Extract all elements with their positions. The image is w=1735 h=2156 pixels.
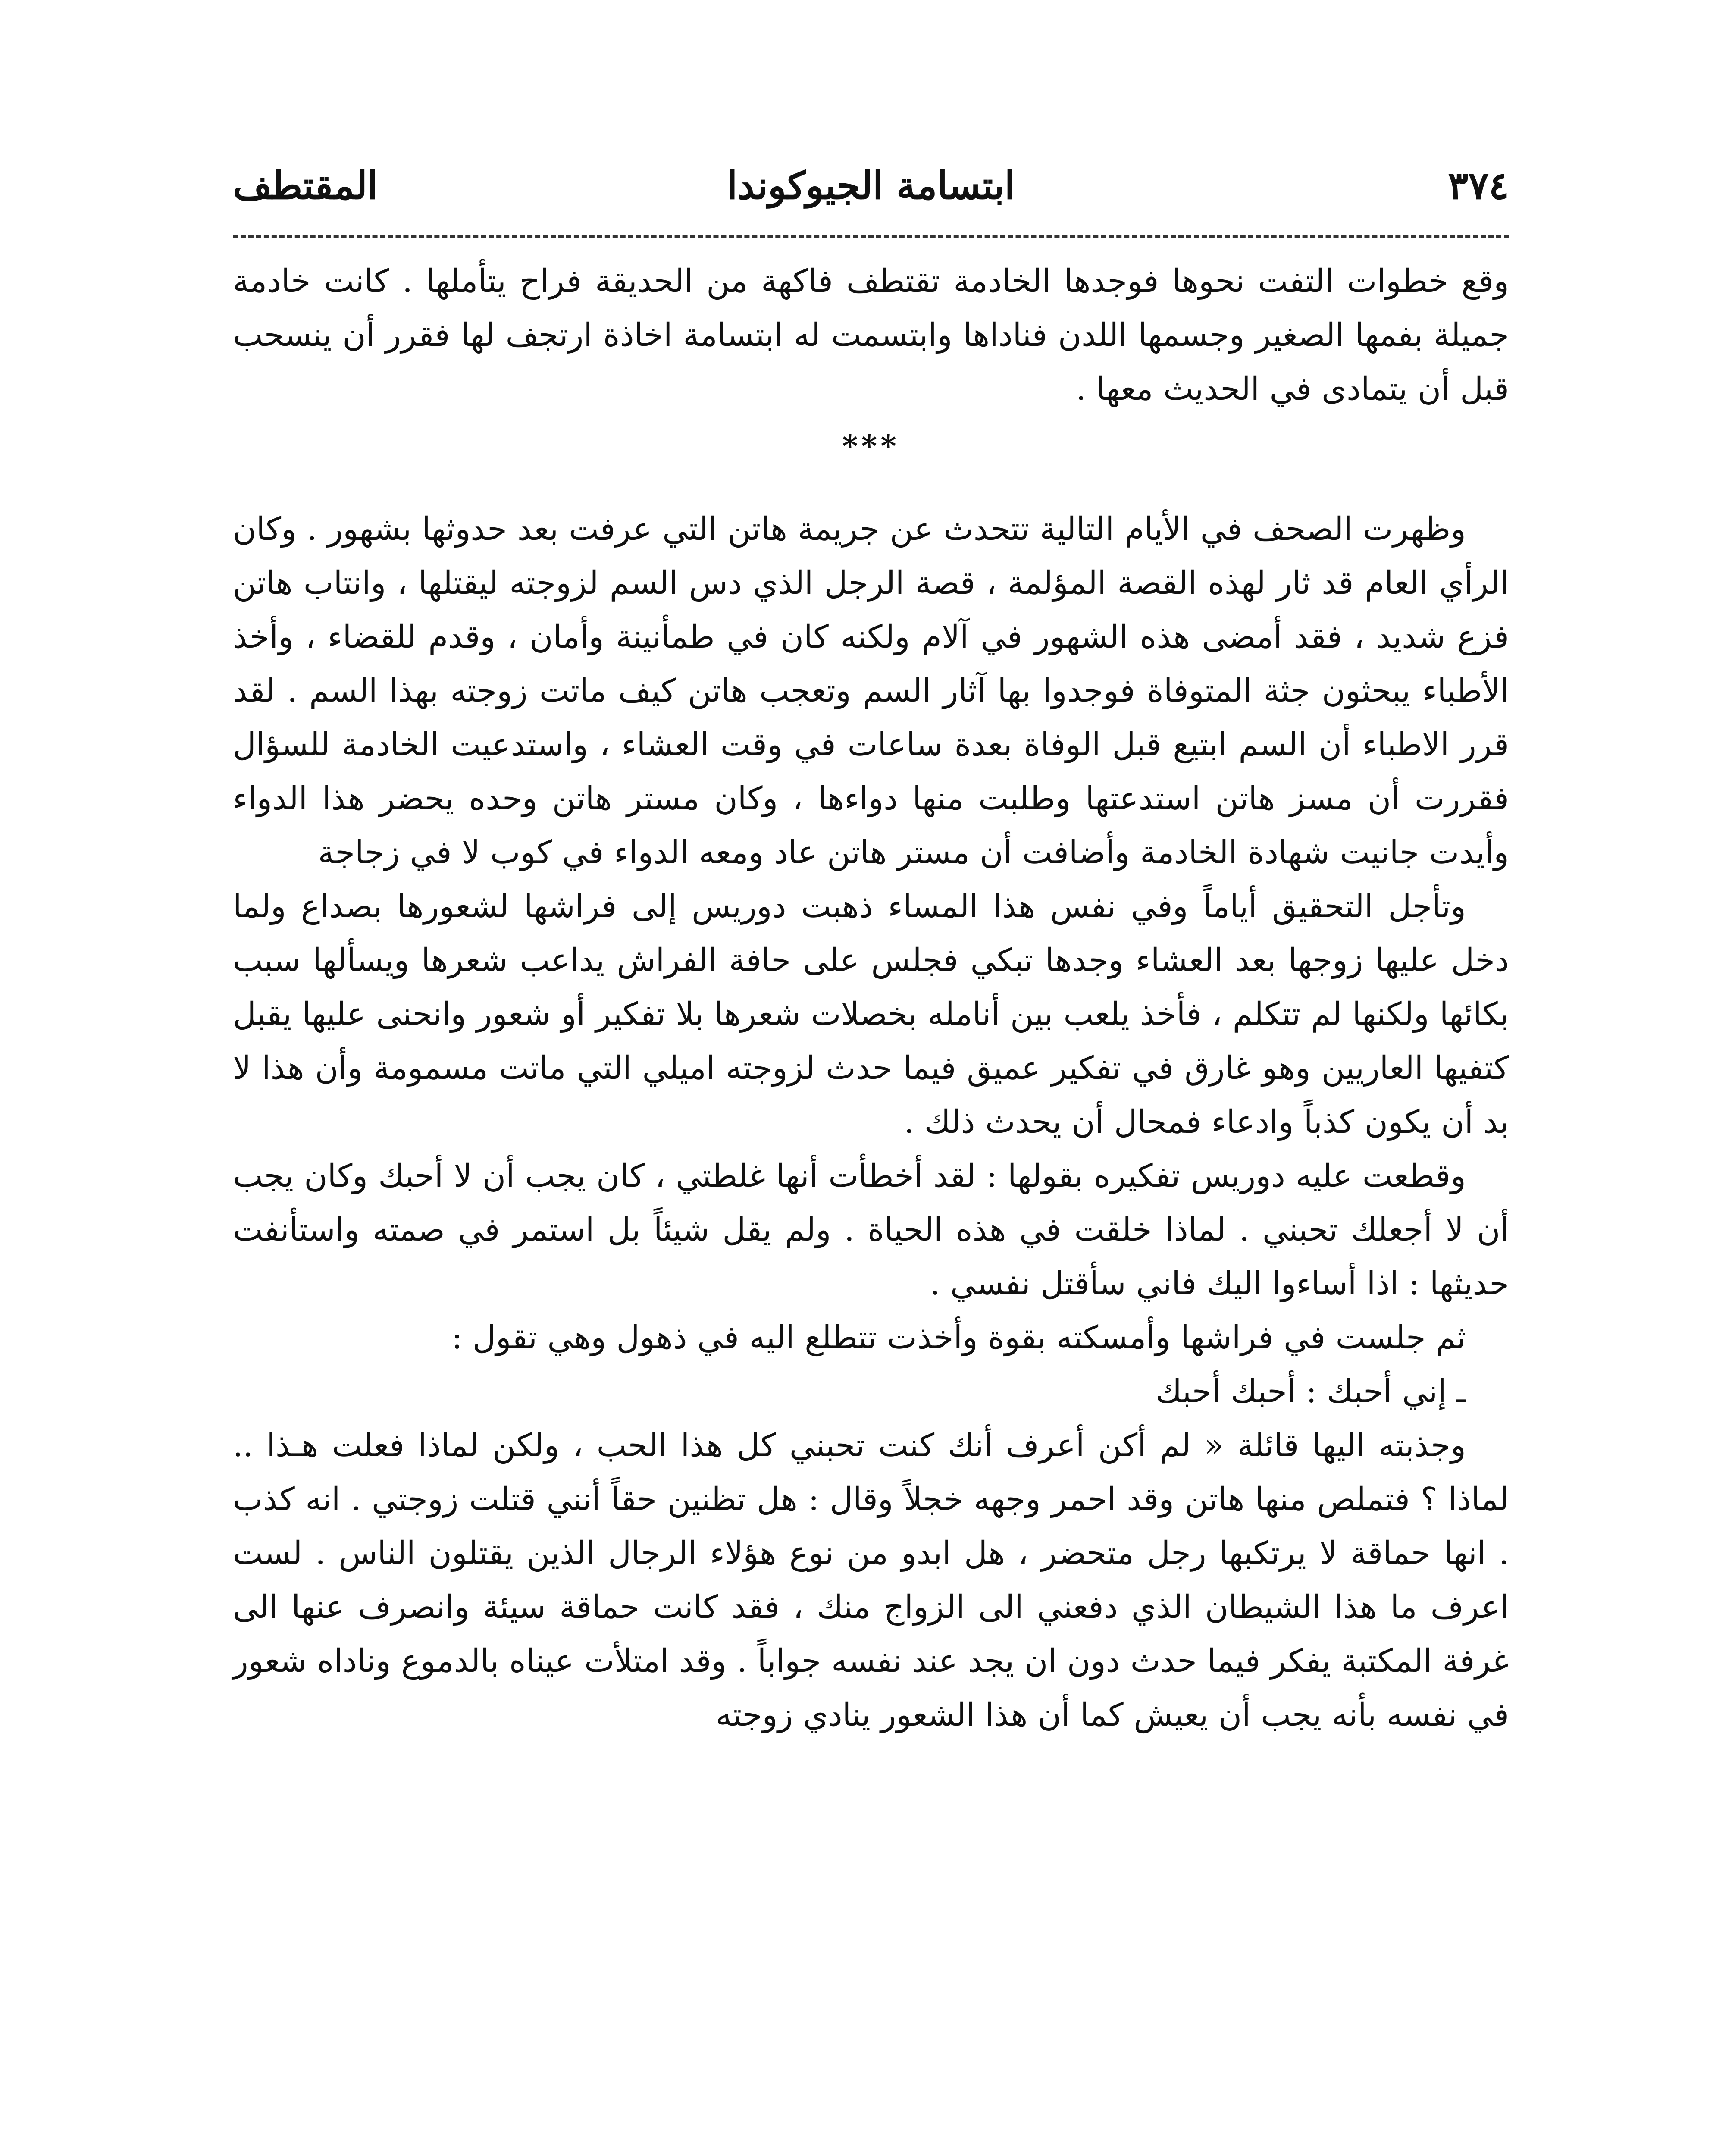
paragraph: ثم جلست في فراشها وأمسكته بقوة وأخذت تتطلع اليه في ذهول وهي تقول : (451, 1319, 1466, 1356)
body-text (233, 254, 1509, 1742)
section-separator: *** (842, 428, 900, 464)
header-divider (233, 235, 1509, 238)
journal-name: المقتطف (233, 163, 378, 208)
paragraph: وقطعت عليه دوريس تفكيره بقولها : لقد أخطأت أنها غلطتي ، كان يجب أن لا أحبك وكان يجب أن لا أجعلك تحبني . لماذا خلقت في هذه الحياة . ولم يقل شيئاً بل استمر في صمته واستأنفت حديثها : اذا أساءوا اليك فاني سأقتل نفسي . (233, 1157, 1509, 1302)
paragraph: وجذبته اليها قائلة « لم أكن أعرف أنك كنت تحبني كل هذا الحب ، ولكن لماذا فعلت هـذا .. لماذا ؟ فتملص منها هاتن وقد احمر وجهه خجلاً وقال : هل تظنين حقاً أنني قتلت زوجتي . انه كذب . انها حماقة لا يرتكبها رجل متحضر ، هل ابدو من نوع هؤلاء الرجال الذين يقتلون الناس . لست اعرف ما هذا الشيطان الذي دفعني الى الزواج منك ، فقد كانت حماقة سيئة وانصرف عنها الى غرفة المكتبة يفكر فيما حدث دون ان يجد عند نفسه جواباً . وقد امتلأت عيناه بالدموع وناداه شعور في نفسه بأنه يجب أن يعيش كما أن هذا الشعور ينادي زوجته (233, 1427, 1509, 1733)
paragraph: وتأجل التحقيق أياماً وفي نفس هذا المساء ذهبت دوريس إلى فراشها لشعورها بصداع ولما دخل عليها زوجها بعد العشاء وجدها تبكي فجلس على حافة الفراش يداعب شعرها ويسألها سبب بكائها ولكنها لم تتكلم ، فأخذ يلعب بين أنامله بخصلات شعرها بلا تفكير أو شعور وانحنى عليها يقبل كتفيها العاريين وهو غارق في تفكير عميق فيما حدث لزوجته اميلي التي ماتت مسمومة وأن هذا لا بد أن يكون كذباً وادعاء فمحال أن يحدث ذلك . (233, 888, 1509, 1141)
running-header (233, 153, 1509, 218)
page-number: ٣٧٤ (1448, 163, 1509, 208)
dialogue-line: ـ إني أحبك : أحبك أحبك (1155, 1373, 1466, 1410)
paragraph: وقع خطوات التفت نحوها فوجدها الخادمة تقتطف فاكهة من الحديقة فراح يتأملها . كانت خادمة جميلة بفمها الصغير وجسمها اللدن فناداها وابتسمت له ابتسامة اخاذة ارتجف لها فقرر أن ينسحب قبل أن يتمادى في الحديث معها . (233, 263, 1509, 407)
running-title: ابتسامة الجيوكوندا (727, 163, 1015, 208)
paragraph: وظهرت الصحف في الأيام التالية تتحدث عن جريمة هاتن التي عرفت بعد حدوثها بشهور . وكان الرأي العام قد ثار لهذه القصة المؤلمة ، قصة الرجل الذي دس السم لزوجته ليقتلها ، وانتاب هاتن فزع شديد ، فقد أمضى هذه الشهور في آلام ولكنه كان في طمأنينة وأمان ، وقدم للقضاء ، وأخذ الأطباء يبحثون جثة المتوفاة فوجدوا بها آثار السم وتعجب هاتن كيف ماتت زوجته بهذا السم . لقد قرر الاطباء أن السم ابتيع قبل الوفاة بعدة ساعات في وقت العشاء ، واستدعيت الخادمة للسؤال فقررت أن مسز هاتن استدعتها وطلبت منها دواءها ، وكان مستر هاتن وحده يحضر هذا الدواء وأيدت جانيت شهادة الخادمة وأضافت أن مستر هاتن عاد ومعه الدواء في كوب لا في زجاجة (233, 511, 1509, 871)
